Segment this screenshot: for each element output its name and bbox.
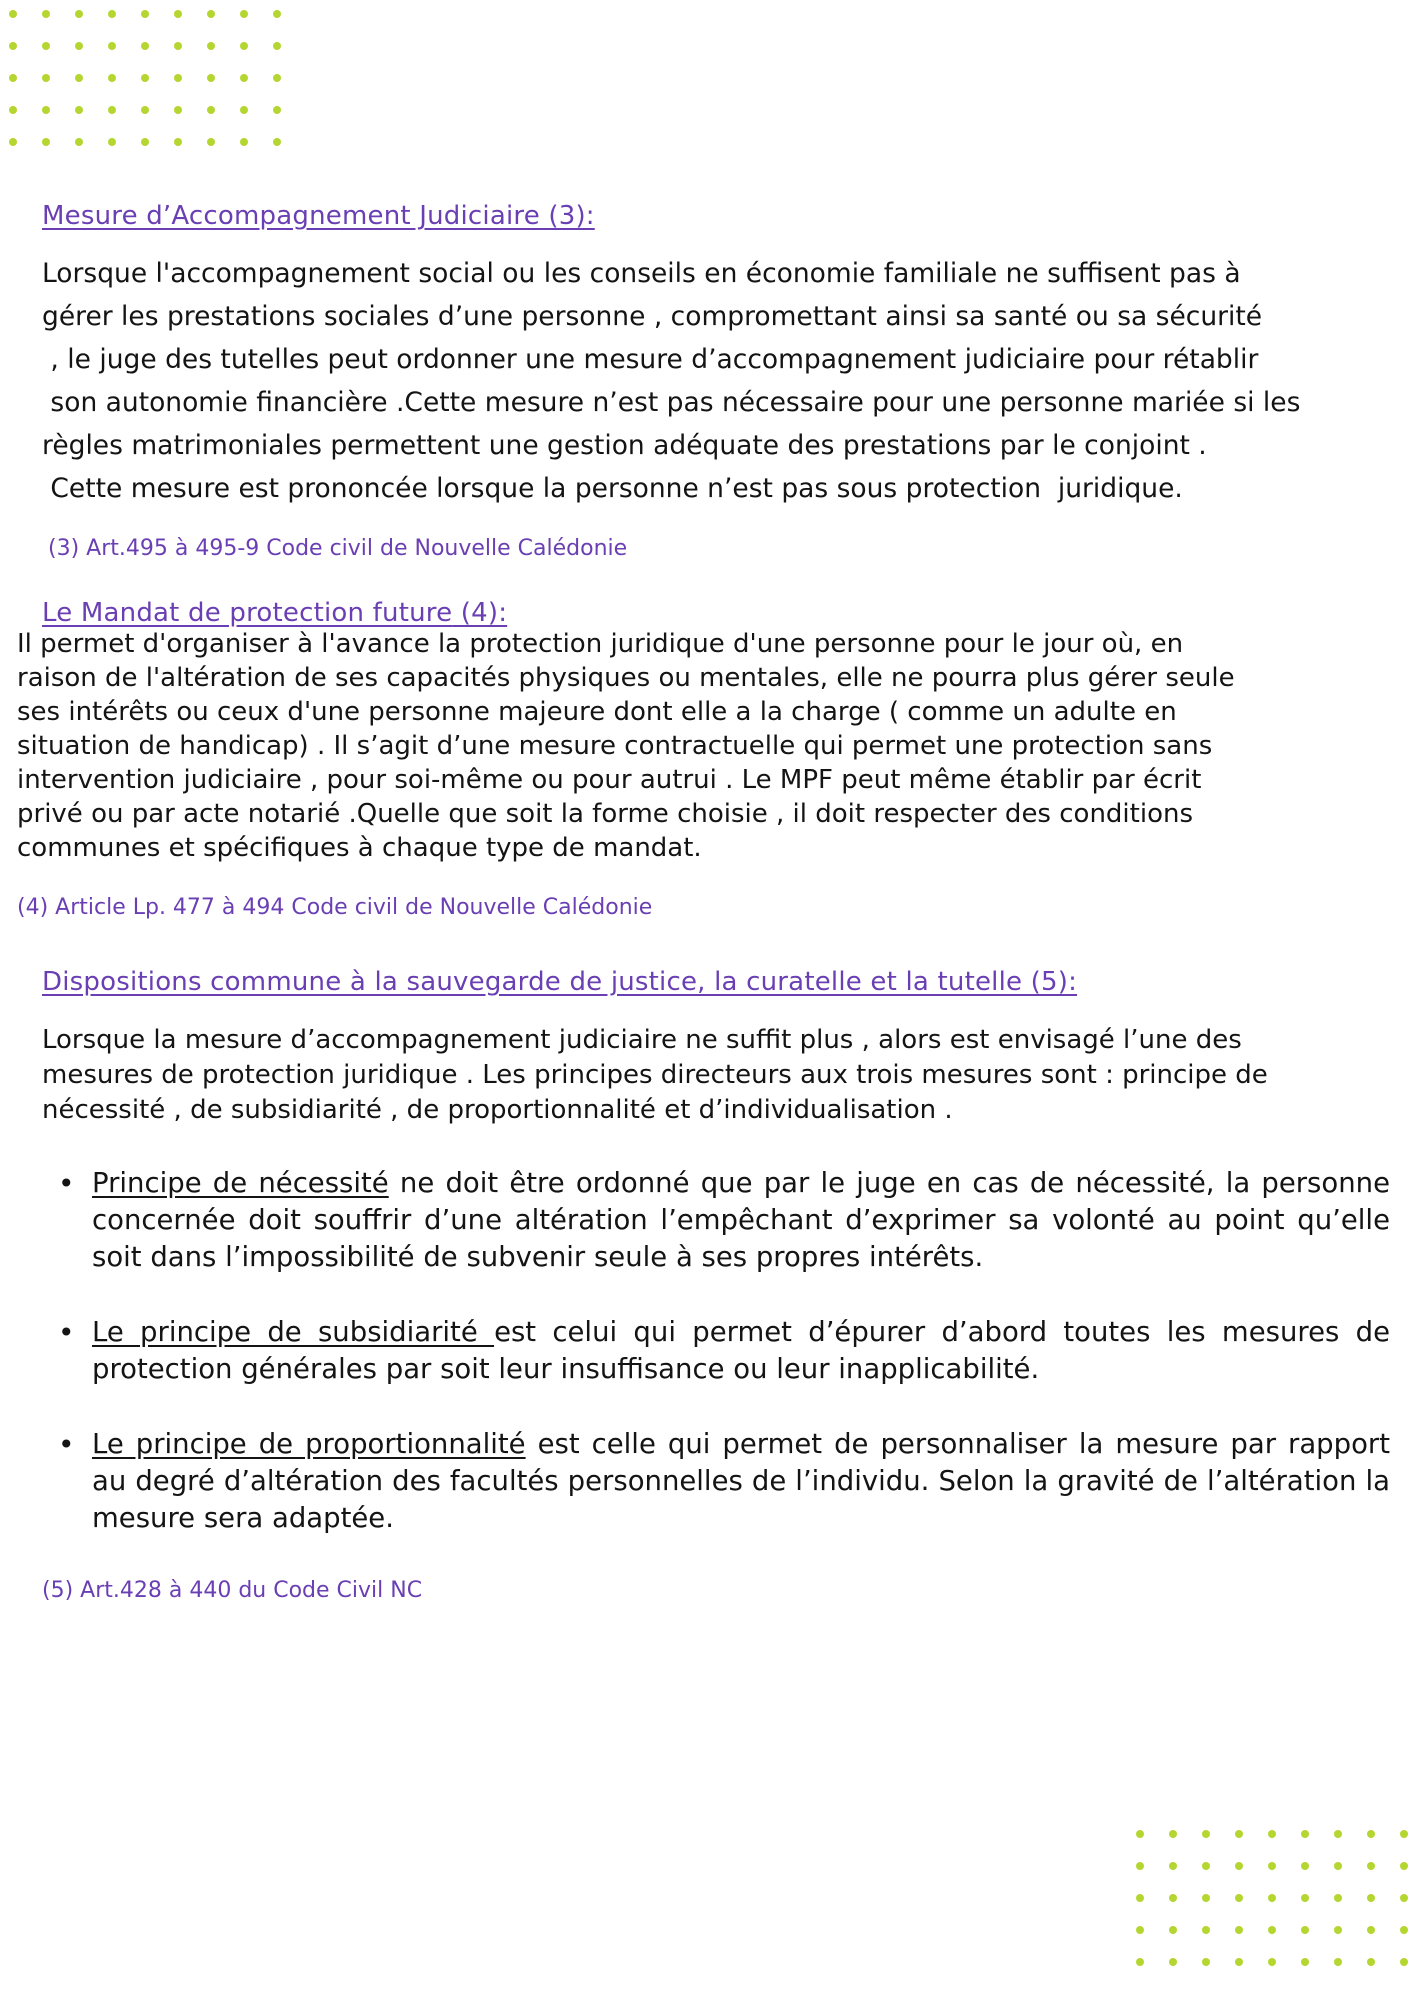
decorative-dot <box>141 10 149 18</box>
decorative-dot <box>207 10 215 18</box>
decorative-dot-grid-bottom <box>1136 1830 1408 1966</box>
principle-text: est celui qui permet d’épurer d’abord toutes les mesures de protection générales par soit leur insuffisance ou leur inapplicabilité. <box>92 1316 1390 1385</box>
decorative-dot <box>1268 1830 1276 1838</box>
decorative-dot <box>1334 1862 1342 1870</box>
decorative-dot <box>141 74 149 82</box>
decorative-dot <box>1235 1958 1243 1966</box>
footnote-3: (3) Art.495 à 495-9 Code civil de Nouvelle Calédonie <box>48 536 628 561</box>
paragraph-mandat <box>17 627 1235 865</box>
decorative-dot <box>42 138 50 146</box>
decorative-dot <box>174 106 182 114</box>
decorative-dot <box>1334 1958 1342 1966</box>
decorative-dot <box>273 138 281 146</box>
decorative-dot <box>1268 1862 1276 1870</box>
decorative-dot <box>174 74 182 82</box>
list-item <box>40 1165 1390 1276</box>
decorative-dot <box>1268 1926 1276 1934</box>
principle-text: ne doit être ordonné que par le juge en cas de nécessité, la personne concernée doit souffrir d’une altération l’empêchant d’exprimer sa volonté au point qu’elle soit dans l’impossibilité de subvenir seule à ses propres intérêts. <box>92 1167 1390 1273</box>
paragraph-line: règles matrimoniales permettent une gestion adéquate des prestations par le conjoint . <box>42 430 1207 461</box>
decorative-dot <box>207 74 215 82</box>
paragraph-line: Il permet d'organiser à l'avance la protection juridique d'une personne pour le jour où, en <box>17 629 1184 659</box>
decorative-dot <box>1367 1830 1375 1838</box>
decorative-dot <box>240 10 248 18</box>
decorative-dot <box>1136 1958 1144 1966</box>
decorative-dot <box>42 106 50 114</box>
decorative-dot <box>207 42 215 50</box>
decorative-dot <box>1268 1894 1276 1902</box>
decorative-dot <box>1202 1958 1210 1966</box>
principle-text: est celle qui permet de personnaliser la mesure par rapport au degré d’altération des facultés personnelles de l’individu. Selon la gravité de l’altération la mesure sera adaptée. <box>92 1428 1390 1534</box>
decorative-dot <box>240 106 248 114</box>
decorative-dot <box>108 42 116 50</box>
decorative-dot-grid-top <box>9 10 281 146</box>
paragraph-line: , le juge des tutelles peut ordonner une mesure d’accompagnement judiciaire pour rétablir <box>42 344 1259 375</box>
decorative-dot <box>42 74 50 82</box>
decorative-dot <box>108 10 116 18</box>
decorative-dot <box>9 42 17 50</box>
paragraph-accompagnement <box>42 252 1300 510</box>
decorative-dot <box>273 74 281 82</box>
decorative-dot <box>1400 1926 1408 1934</box>
decorative-dot <box>1235 1862 1243 1870</box>
paragraph-dispositions <box>42 1023 1268 1128</box>
list-item <box>40 1426 1390 1537</box>
decorative-dot <box>141 106 149 114</box>
decorative-dot <box>1334 1926 1342 1934</box>
decorative-dot <box>240 42 248 50</box>
footnote-4: (4) Article Lp. 477 à 494 Code civil de Nouvelle Calédonie <box>17 895 653 920</box>
decorative-dot <box>1169 1862 1177 1870</box>
decorative-dot <box>1202 1830 1210 1838</box>
decorative-dot <box>1301 1830 1309 1838</box>
principle-term: Principe de nécessité <box>92 1167 389 1199</box>
decorative-dot <box>1136 1862 1144 1870</box>
decorative-dot <box>1169 1958 1177 1966</box>
list-item <box>40 1314 1390 1388</box>
decorative-dot <box>1202 1862 1210 1870</box>
decorative-dot <box>42 42 50 50</box>
paragraph-line: intervention judiciaire , pour soi-même ou pour autrui . Le MPF peut même établir par écrit <box>17 765 1202 795</box>
decorative-dot <box>1367 1926 1375 1934</box>
decorative-dot <box>1301 1862 1309 1870</box>
paragraph-line: Lorsque l'accompagnement social ou les conseils en économie familiale ne suffisent pas à <box>42 258 1241 289</box>
decorative-dot <box>1169 1926 1177 1934</box>
decorative-dot <box>1268 1958 1276 1966</box>
decorative-dot <box>1301 1958 1309 1966</box>
decorative-dot <box>1235 1926 1243 1934</box>
paragraph-line: ses intérêts ou ceux d'une personne majeure dont elle a la charge ( comme un adulte en <box>17 697 1177 727</box>
decorative-dot <box>75 42 83 50</box>
decorative-dot <box>1169 1830 1177 1838</box>
decorative-dot <box>75 74 83 82</box>
paragraph-line: situation de handicap) . Il s’agit d’une mesure contractuelle qui permet une protection sans <box>17 731 1213 761</box>
decorative-dot <box>240 74 248 82</box>
paragraph-line: nécessité , de subsidiarité , de proportionnalité et d’individualisation . <box>42 1095 953 1125</box>
decorative-dot <box>1400 1862 1408 1870</box>
decorative-dot <box>1235 1894 1243 1902</box>
decorative-dot <box>273 10 281 18</box>
decorative-dot <box>9 106 17 114</box>
paragraph-line: son autonomie financière .Cette mesure n’est pas nécessaire pour une personne mariée si les <box>42 387 1301 418</box>
paragraph-line: Cette mesure est prononcée lorsque la personne n’est pas sous protection juridique. <box>42 473 1183 504</box>
principles-list <box>40 1165 1390 1575</box>
footnote-5: (5) Art.428 à 440 du Code Civil NC <box>42 1578 423 1603</box>
decorative-dot <box>141 138 149 146</box>
section-heading-accompagnement: Mesure d’Accompagnement Judiciaire (3): <box>42 201 595 231</box>
decorative-dot <box>75 138 83 146</box>
decorative-dot <box>1301 1894 1309 1902</box>
decorative-dot <box>1334 1894 1342 1902</box>
decorative-dot <box>240 138 248 146</box>
decorative-dot <box>9 74 17 82</box>
decorative-dot <box>1367 1862 1375 1870</box>
decorative-dot <box>141 42 149 50</box>
decorative-dot <box>75 10 83 18</box>
decorative-dot <box>108 74 116 82</box>
decorative-dot <box>1400 1894 1408 1902</box>
decorative-dot <box>1334 1830 1342 1838</box>
paragraph-line: communes et spécifiques à chaque type de mandat. <box>17 833 702 863</box>
section-heading-dispositions: Dispositions commune à la sauvegarde de justice, la curatelle et la tutelle (5): <box>42 967 1078 997</box>
decorative-dot <box>1400 1830 1408 1838</box>
decorative-dot <box>1202 1894 1210 1902</box>
section-heading-mandat-ref: (4): <box>452 598 508 628</box>
decorative-dot <box>1136 1926 1144 1934</box>
principle-term: Le principe de proportionnalité <box>92 1428 526 1460</box>
decorative-dot <box>273 106 281 114</box>
decorative-dot <box>1136 1894 1144 1902</box>
decorative-dot <box>207 106 215 114</box>
decorative-dot <box>1367 1894 1375 1902</box>
decorative-dot <box>108 106 116 114</box>
decorative-dot <box>1400 1958 1408 1966</box>
decorative-dot <box>9 10 17 18</box>
section-heading-mandat-title: Le Mandat de protection future <box>42 598 453 628</box>
decorative-dot <box>9 138 17 146</box>
decorative-dot <box>108 138 116 146</box>
paragraph-line: raison de l'altération de ses capacités physiques ou mentales, elle ne pourra plus gérer seule <box>17 663 1235 693</box>
decorative-dot <box>1301 1926 1309 1934</box>
decorative-dot <box>75 106 83 114</box>
decorative-dot <box>1136 1830 1144 1838</box>
decorative-dot <box>1169 1894 1177 1902</box>
paragraph-line: mesures de protection juridique . Les principes directeurs aux trois mesures sont : principe de <box>42 1060 1268 1090</box>
decorative-dot <box>1202 1926 1210 1934</box>
section-heading-mandat <box>42 598 507 628</box>
decorative-dot <box>1235 1830 1243 1838</box>
principle-term: Le principe de subsidiarité <box>92 1316 495 1348</box>
decorative-dot <box>174 138 182 146</box>
decorative-dot <box>207 138 215 146</box>
paragraph-line: privé ou par acte notarié .Quelle que soit la forme choisie , il doit respecter des conditions <box>17 799 1194 829</box>
paragraph-line: Lorsque la mesure d’accompagnement judiciaire ne suffit plus , alors est envisagé l’une des <box>42 1025 1242 1055</box>
decorative-dot <box>42 10 50 18</box>
paragraph-line: gérer les prestations sociales d’une personne , compromettant ainsi sa santé ou sa sécurité <box>42 301 1263 332</box>
decorative-dot <box>174 42 182 50</box>
decorative-dot <box>174 10 182 18</box>
decorative-dot <box>1367 1958 1375 1966</box>
decorative-dot <box>273 42 281 50</box>
